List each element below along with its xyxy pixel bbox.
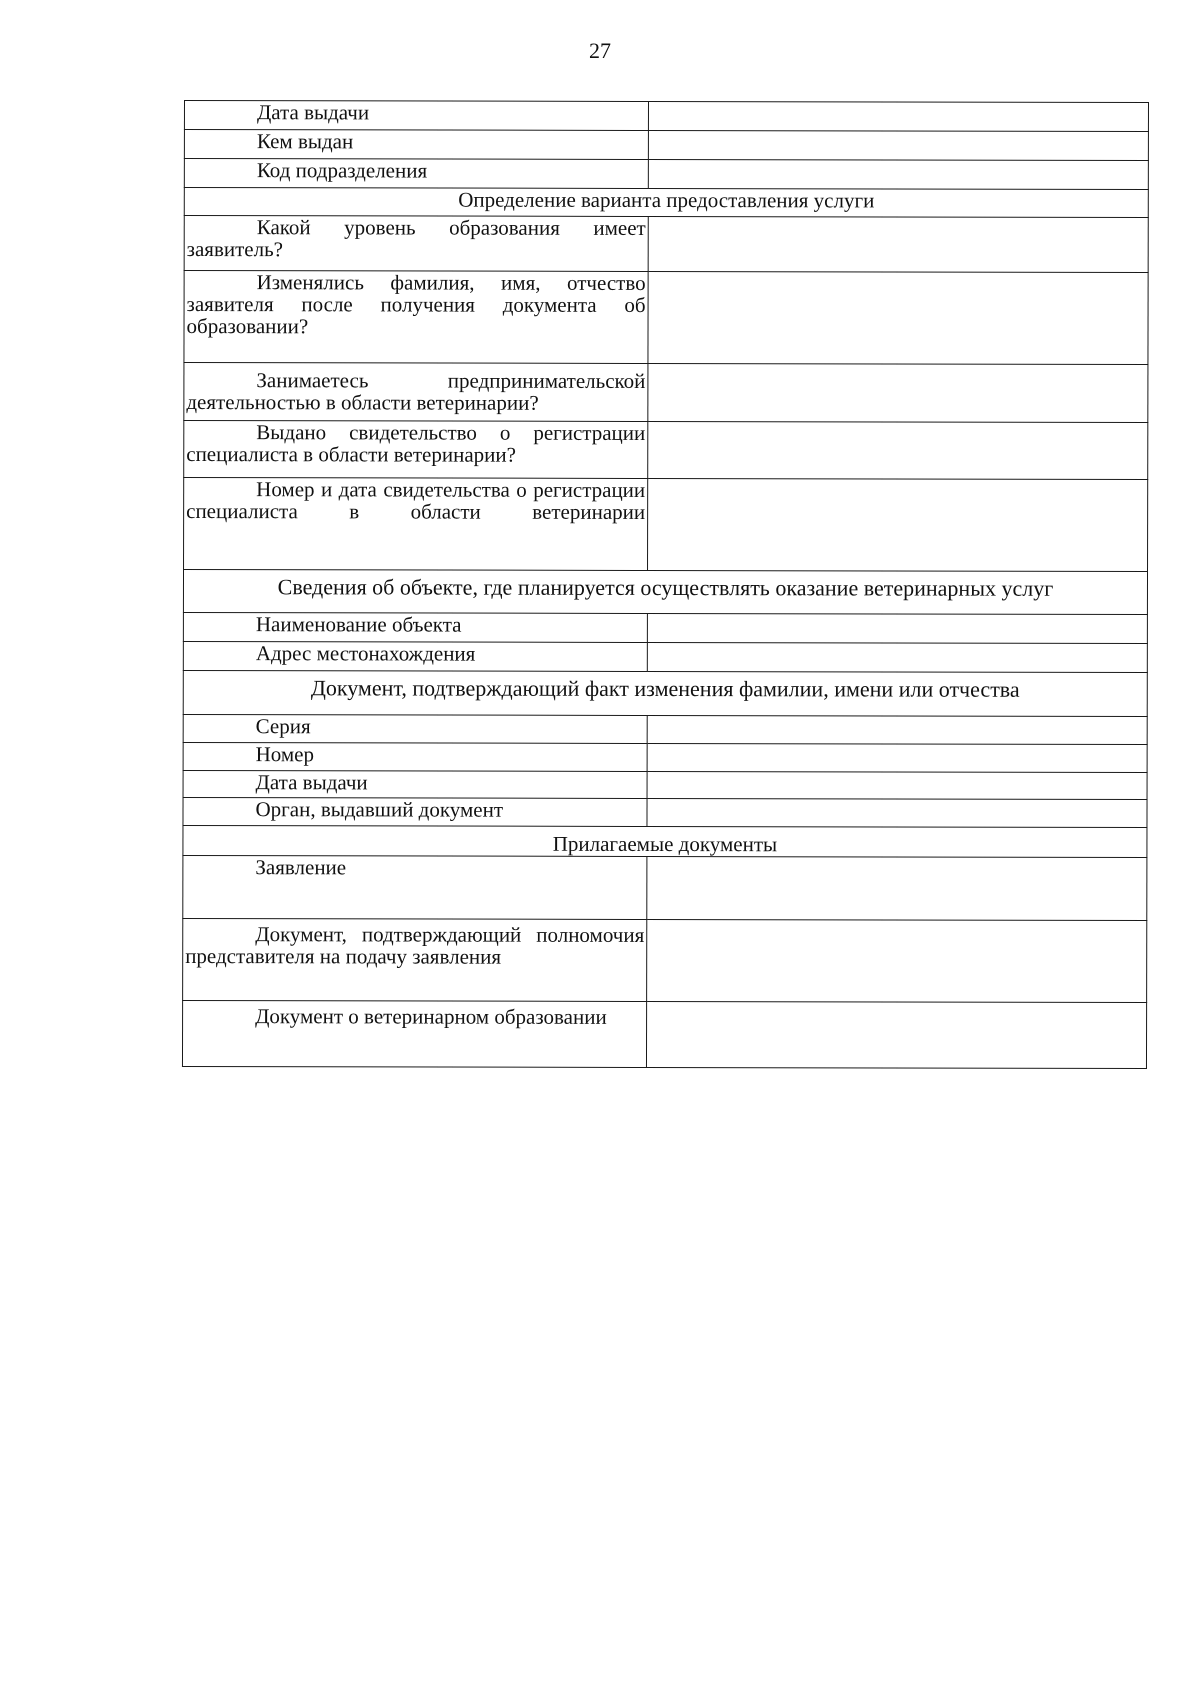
row-value-education-level[interactable]: [648, 216, 1148, 272]
row-label-entrepreneurship: Занимаетесь предпринимательской деятельностью в области ветеринарии?: [184, 363, 648, 422]
row-label-name-changed: Изменялись фамилия, имя, отчество заявителя после получения документа об образовании?: [184, 271, 648, 364]
row-value-issued-by[interactable]: [648, 130, 1148, 160]
section-title-object-info: Сведения об объекте, где планируется осуществлять оказание ветеринарных услуг: [183, 570, 1147, 615]
table-row: [183, 742, 1147, 772]
section-header-row: [183, 570, 1147, 615]
row-label-representative-authority: Документ, подтверждающий полномочия представителя на подачу заявления: [183, 918, 647, 1001]
row-label-education-level: Какой уровень образования имеет заявитель?: [184, 216, 648, 272]
table-row: [183, 770, 1147, 799]
table-row: [184, 101, 1148, 132]
section-title-attached-documents: Прилагаемые документы: [183, 825, 1147, 857]
row-label-application: Заявление: [183, 855, 647, 919]
section-header-row: [184, 188, 1148, 218]
table-row: [184, 216, 1148, 273]
row-label-certificate-issued: Выдано свидетельство о регистрации специалиста в области ветеринарии?: [184, 421, 648, 479]
row-value-certificate-number-date[interactable]: [648, 478, 1148, 571]
row-value-name-changed[interactable]: [648, 271, 1148, 364]
row-value-application[interactable]: [647, 856, 1147, 920]
table-row: [184, 130, 1148, 161]
table-row: [183, 714, 1147, 744]
row-label-issued-by: Кем выдан: [184, 130, 648, 160]
row-label-doc-issue-date: Дата выдачи: [183, 770, 647, 798]
table-row: [182, 1000, 1146, 1068]
row-label-issuing-authority: Орган, выдавший документ: [183, 797, 647, 826]
row-label-number: Номер: [183, 742, 647, 771]
table-row: [184, 478, 1148, 572]
row-value-doc-issue-date[interactable]: [647, 771, 1147, 799]
table-row: [184, 421, 1148, 480]
application-form-table: [182, 100, 1149, 1069]
row-value-certificate-issued[interactable]: [648, 421, 1148, 479]
page-number: 27: [589, 38, 611, 63]
table-row: [183, 855, 1147, 920]
row-label-certificate-number-date: Номер и дата свидетельства о регистрации специалиста в области ветеринарии: [184, 478, 648, 571]
row-value-number[interactable]: [647, 743, 1147, 772]
table-row: [183, 612, 1147, 643]
row-value-address[interactable]: [647, 642, 1147, 672]
row-value-entrepreneurship[interactable]: [648, 363, 1148, 422]
table-row: [183, 797, 1147, 827]
row-label-series: Серия: [183, 714, 647, 743]
table-row: [184, 271, 1148, 365]
table-row: [183, 918, 1147, 1002]
row-value-representative-authority[interactable]: [647, 919, 1147, 1002]
row-value-veterinary-education-document[interactable]: [646, 1001, 1146, 1068]
row-label-veterinary-education-document: Документ о ветеринарном образовании: [182, 1000, 646, 1067]
section-title-service-variant: Определение варианта предоставления услуги: [184, 188, 1148, 218]
row-label-division-code: Код подразделения: [184, 159, 648, 189]
section-header-row: [183, 670, 1147, 716]
row-value-issuing-authority[interactable]: [647, 798, 1147, 827]
row-label-object-name: Наименование объекта: [183, 612, 647, 642]
row-value-object-name[interactable]: [647, 613, 1147, 643]
row-value-division-code[interactable]: [648, 159, 1148, 189]
section-title-name-change-document: Документ, подтверждающий факт изменения фамилии, имени или отчества: [183, 670, 1147, 716]
table-row: [184, 159, 1148, 190]
row-label-address: Адрес местонахождения: [183, 641, 647, 671]
table-row: [183, 641, 1147, 672]
row-label-issue-date: Дата выдачи: [184, 101, 648, 131]
section-header-row: [183, 825, 1147, 857]
table-row: [184, 363, 1148, 423]
row-value-series[interactable]: [647, 715, 1147, 744]
row-value-issue-date[interactable]: [648, 101, 1148, 131]
